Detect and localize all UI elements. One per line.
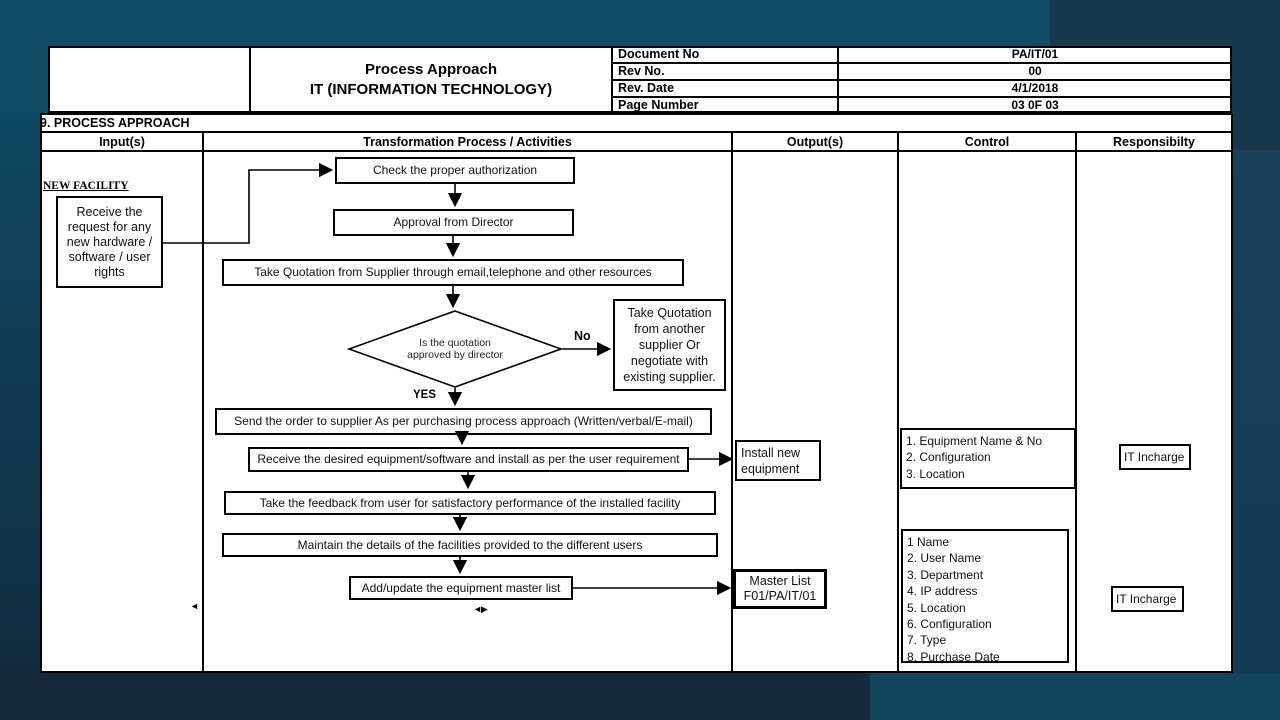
- bg-bottom-left-patch: [0, 673, 870, 720]
- meta-label-rev-no: Rev No.: [618, 64, 665, 78]
- column-header-control: Control: [897, 131, 1077, 152]
- master-list-title: Master List: [749, 574, 811, 588]
- decision-no-label: No: [574, 329, 591, 343]
- meta-label-page-number: Page Number: [618, 97, 699, 112]
- step-take-feedback: Take the feedback from user for satisfactory performance of the installed facility: [224, 491, 716, 515]
- bg-bottom-right-patch: [870, 673, 1280, 720]
- step-send-order: Send the order to supplier As per purchasing process approach (Written/verbal/E-mail): [215, 408, 712, 435]
- control-item: 3. Department: [907, 567, 984, 582]
- column-header-outputs: Output(s): [731, 131, 899, 152]
- decision-yes-label: YES: [413, 389, 437, 401]
- document-title-line2: IT (INFORMATION TECHNOLOGY): [309, 80, 553, 98]
- control-item: 4. IP address: [907, 584, 978, 599]
- control-item: 7. Type: [907, 633, 947, 648]
- meta-value-page-number: 03 0F 03: [1011, 97, 1059, 112]
- step-receive-install: Receive the desired equipment/software and install as per the user requirement: [248, 447, 689, 472]
- bg-right-patch: [1233, 150, 1280, 673]
- control-item: 6. Configuration: [907, 617, 992, 632]
- column-header-responsibility: Responsibilty: [1075, 131, 1233, 152]
- meta-label-document-no: Document No: [618, 47, 700, 61]
- step-another-supplier: Take Quotation from another supplier Or negotiate with existing supplier.: [613, 299, 726, 391]
- meta-value-rev-date: 4/1/2018: [1011, 81, 1059, 95]
- decision-quotation-approved: [347, 310, 563, 388]
- responsibility-it-incharge-2: IT Incharge: [1111, 586, 1184, 612]
- input-request-box: Receive the request for any new hardware / software / user rights: [56, 196, 163, 288]
- control-user-record: [901, 529, 1069, 663]
- meta-value-document-no: PA/IT/01: [1011, 47, 1059, 61]
- meta-value-rev-no: 00: [1028, 64, 1042, 78]
- document-title: [250, 48, 612, 111]
- column-header-process: Transformation Process / Activities: [202, 131, 733, 152]
- step-take-quotation: Take Quotation from Supplier through email,telephone and other resources: [222, 259, 684, 286]
- output-install-equipment: Install new equipment: [735, 440, 821, 481]
- column-header-inputs: Input(s): [40, 131, 204, 152]
- control-item: 8. Purchase Date: [907, 649, 1000, 664]
- responsibility-it-incharge-1: IT Incharge: [1119, 444, 1191, 470]
- section-title: 9. PROCESS APPROACH: [40, 116, 190, 130]
- master-list-code: F01/PA/IT/01: [743, 589, 817, 603]
- step-check-authorization: Check the proper authorization: [335, 157, 575, 184]
- step-maintain-details: Maintain the details of the facilities provided to the different users: [222, 533, 718, 557]
- table-separator-1: [202, 152, 204, 671]
- control-item: 1 Name: [907, 535, 950, 549]
- document-title-line1: Process Approach: [365, 60, 497, 78]
- control-item: 3. Location: [906, 466, 965, 481]
- table-separator-4: [1075, 152, 1077, 671]
- step-update-master-list: Add/update the equipment master list: [349, 576, 573, 600]
- control-item: 5. Location: [907, 600, 966, 615]
- control-item: 1. Equipment Name & No: [906, 434, 1043, 448]
- input-heading: NEW FACILITY: [43, 180, 129, 192]
- meta-label-rev-date: Rev. Date: [618, 81, 675, 95]
- control-equipment-details: [900, 428, 1076, 489]
- bg-left-patch: [0, 113, 40, 673]
- table-separator-3: [897, 152, 899, 671]
- double-triangle-icon: ◄▶: [473, 604, 487, 614]
- control-item: 2. Configuration: [906, 450, 991, 465]
- step-approval-director: Approval from Director: [333, 209, 574, 236]
- decision-text: Is the quotation approved by director: [407, 336, 503, 361]
- control-item: 2. User Name: [907, 551, 982, 566]
- output-master-list: [733, 569, 827, 609]
- left-triangle-icon: ◄: [190, 601, 198, 611]
